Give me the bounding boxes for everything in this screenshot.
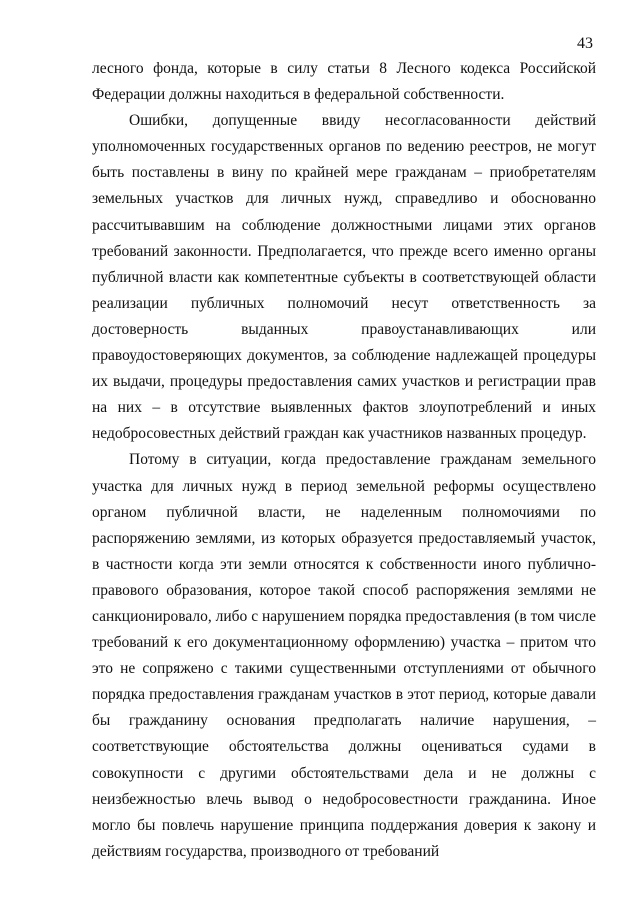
paragraph-errors-registries: Ошибки, допущенные ввиду несогласованности действий уполномоченных государственных органов по ведению реестров, не могут быть поставлены в вину по крайней мере гражданам – приобретателям земельных участков для личных нужд, справедливо и обоснованно рассчитывавшим на соблюдение должностными лицами этих органов требований законности. Предполагается, что прежде всего именно органы публичной власти как компетентные субъекты в соответствующей области реализации публичных полномочий несут ответственность за достоверность выданных правоустанавливающих или правоудостоверяющих документов, за соблюдение надлежащей процедуры их выдачи, процедуры предоставления самих участков и регистрации прав на них – в отсутствие выявленных фактов злоупотреблений и иных недобросовестных действий граждан как участников названных процедур.	[92, 112, 596, 443]
page-number: 43	[577, 35, 593, 52]
paragraph-continuation: лесного фонда, которые в силу статьи 8 Лесного кодекса Российской Федерации должны находиться в федеральной собственности.	[92, 60, 596, 104]
document-body	[92, 56, 596, 865]
paragraph-land-provision: Потому в ситуации, когда предоставление гражданам земельного участка для личных нужд в период земельной реформы осуществлено органом публичной власти, не наделенным полномочиями по распоряжению землями, из которых образуется предоставляемый участок, в частности когда эти земли относятся к собственности иного публично-правового образования, которое такой способ распоряжения землями не санкционировало, либо с нарушением порядка предоставления (в том числе требований к его документационному оформлению) участка – притом что это не сопряжено с такими существенными отступлениями от обычного порядка предоставления гражданам участков в этот период, которые давали бы гражданину основания предполагать наличие нарушения, – соответствующие обстоятельства должны оцениваться судами в совокупности с другими обстоятельствами дела и не должны с неизбежностью влечь вывод о недобросовестности гражданина. Иное могло бы повлечь нарушение принципа поддержания доверия к закону и действиям государства, производного от требований	[92, 451, 596, 860]
